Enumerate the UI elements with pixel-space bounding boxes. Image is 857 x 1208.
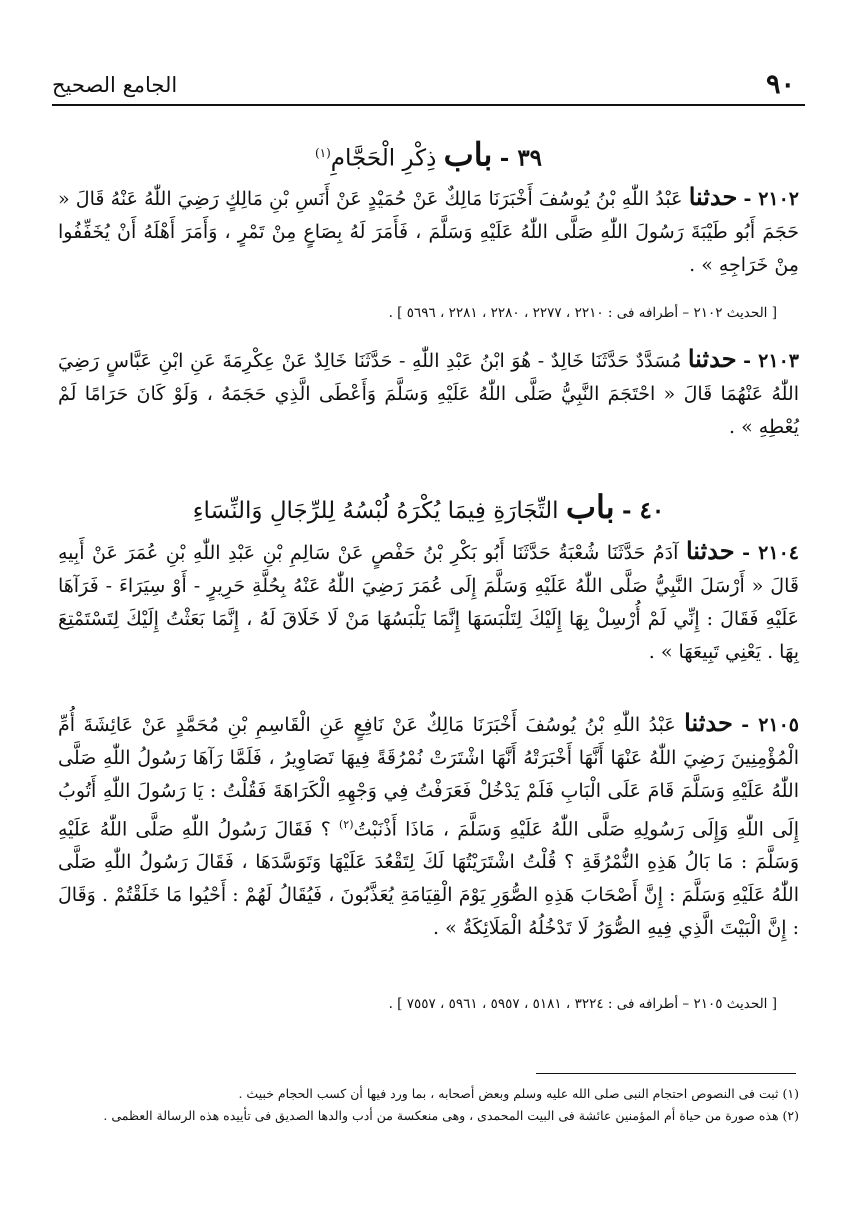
chapter-39-heading	[60, 136, 797, 176]
hadith-number: ٢١٠٥ -	[741, 714, 800, 736]
footnotes	[58, 1083, 799, 1127]
chapter-number: ٤٠ -	[621, 497, 665, 524]
bab-label: باب	[565, 488, 615, 526]
hadith-text: آدَمُ حَدَّثَنَا شُعْبَةُ حَدَّثَنَا أَبُو بَكْرِ بْنُ حَفْصٍ عَنْ سَالِمِ بْنِ عَبْدِ اللّٰهِ بْنِ عُمَرَ عَنْ أَبِيهِ قَالَ « أَرْسَلَ النَّبِيُّ صَلَّى اللّٰهُ عَلَيْهِ وَسَلَّمَ إِلَى عُمَرَ رَضِيَ اللّٰهُ عَنْهُ بِحُلَّةِ حَرِيرٍ - أَوْ سِيَرَاءَ - فَرَآهَا عَلَيْهِ فَقَالَ : إِنِّي لَمْ أُرْسِلْ بِهَا إِلَيْكَ لِتَلْبَسَهَا إِنَّمَا يَلْبَسُهَا مَنْ لَا خَلَاقَ لَهُ ، إِنَّمَا بَعَثْتُ إِلَيْكَ لِتَسْتَمْتِعَ بِهَا . يَعْنِي تَبِيعَهَا » .	[58, 542, 799, 663]
haddathana-label: حدثنا	[684, 708, 733, 737]
footnote-marker: (١)	[314, 146, 331, 160]
hadith-number: ٢١٠٢ -	[743, 188, 800, 210]
hadith-number: ٢١٠٤ -	[742, 542, 799, 564]
chapter-title: التِّجَارَةِ فِيمَا يُكْرَهُ لُبْسُهُ لِلرِّجَالِ وَالنِّسَاءِ	[192, 498, 559, 524]
haddathana-label: حدثنا	[687, 344, 737, 373]
footnote-rule	[536, 1073, 796, 1074]
page-number: ٩٠	[765, 69, 795, 100]
haddathana-label: حدثنا	[685, 536, 735, 565]
header-rule	[52, 104, 805, 106]
haddathana-label: حدثنا	[688, 182, 738, 211]
chapter-title: ذِكْرِ الْحَجَّامِ	[330, 145, 437, 172]
hadith-text: عَبْدُ اللّٰهِ بْنُ يُوسُفَ أَخْبَرَنَا مَالِكٌ عَنْ نَافِعٍ عَنِ الْقَاسِمِ بْنِ مُحَمَّدٍ عَنْ عَائِشَةَ أُمِّ الْمُؤْمِنِينَ رَضِيَ اللّٰهُ عَنْهَا أَنَّهَا أَخْبَرَتْهُ أَنَّهَا اشْتَرَتْ نُمْرُقَةً فِيهَا تَصَاوِيرُ ، فَلَمَّا رَآهَا رَسُولُ اللّٰهِ صَلَّى اللّٰهُ عَلَيْهِ وَسَلَّمَ قَامَ عَلَى الْبَابِ فَلَمْ يَدْخُلْ فَعَرَفْتُ فِي وَجْهِهِ الْكَرَاهَةَ فَقُلْتُ : يَا رَسُولَ اللّٰهِ أَتُوبُ إِلَى اللّٰهِ وَإِلَى رَسُولِهِ صَلَّى اللّٰهُ عَلَيْهِ وَسَلَّمَ ، مَاذَا أَذْنَبْتُ	[58, 714, 799, 841]
hadith-2103	[58, 342, 799, 444]
hadith-2102-references: [ الحديث ٢١٠٢ – أطرافه فى : ٢٢١٠ ، ٢٢٧٧ ، ٢٢٨٠ ، ٢٢٨١ ، ٥٦٩٦ ] .	[388, 305, 777, 321]
running-header	[52, 66, 795, 100]
hadith-text-continued: ؟ فَقَالَ رَسُولُ اللّٰهِ صَلَّى اللّٰهُ عَلَيْهِ وَسَلَّمَ : مَا بَالُ هَذِهِ النُّمْرُقَةِ ؟ قُلْتُ اشْتَرَيْتُهَا لَكَ لِتَقْعُدَ عَلَيْهَا وَتَوَسَّدَهَا ، فَقَالَ رَسُولُ اللّٰهِ صَلَّى اللّٰهُ عَلَيْهِ وَسَلَّمَ : إِنَّ أَصْحَابَ هَذِهِ الصُّوَرِ يَوْمَ الْقِيَامَةِ يُعَذَّبُونَ ، فَيُقَالُ لَهُمْ : أَحْيُوا مَا خَلَقْتُمْ . وَقَالَ : إِنَّ الْبَيْتَ الَّذِي فِيهِ الصُّوَرُ لَا تَدْخُلُهُ الْمَلَائِكَةُ » .	[58, 818, 799, 940]
hadith-2105	[58, 706, 799, 945]
running-title: الجامع الصحيح	[52, 73, 178, 97]
hadith-2102	[58, 180, 799, 282]
hadith-text: مُسَدَّدٌ حَدَّثَنَا خَالِدٌ - هُوَ ابْنُ عَبْدِ اللّٰهِ - حَدَّثَنَا خَالِدٌ عَنْ عِكْرِمَةَ عَنِ ابْنِ عَبَّاسٍ رَضِيَ اللّٰهُ عَنْهُمَا قَالَ « احْتَجَمَ النَّبِيُّ صَلَّى اللّٰهُ عَلَيْهِ وَسَلَّمَ وَأَعْطَى الَّذِي حَجَمَهُ ، وَلَوْ كَانَ حَرَامًا لَمْ يُعْطِهِ » .	[58, 350, 799, 438]
footnote-2: (٢) هذه صورة من حياة أم المؤمنين عائشة فى البيت المحمدى ، وهى منعكسة من أدب والدها الصديق فى تأييده هذه الرسالة العظمى .	[103, 1108, 799, 1123]
hadith-2104	[58, 534, 799, 669]
chapter-number: ٣٩ -	[499, 144, 543, 172]
footnote-marker: (٢)	[339, 818, 354, 831]
hadith-2105-references: [ الحديث ٢١٠٥ – أطرافه فى : ٣٢٢٤ ، ٥١٨١ ، ٥٩٥٧ ، ٥٩٦١ ، ٧٥٥٧ ] .	[388, 996, 777, 1012]
footnote-1: (١) ثبت فى النصوص احتجام النبى صلى الله عليه وسلم وبعض أصحابه ، بما ورد فيها أن كسب الحجام خبيث .	[238, 1086, 799, 1101]
hadith-text: عَبْدُ اللّٰهِ بْنُ يُوسُفَ أَخْبَرَنَا مَالِكٌ عَنْ حُمَيْدٍ عَنْ أَنَسِ بْنِ مَالِكٍ رَضِيَ اللّٰهُ عَنْهُ قَالَ « حَجَمَ أَبُو طَيْبَةَ رَسُولَ اللّٰهِ صَلَّى اللّٰهُ عَلَيْهِ وَسَلَّمَ ، فَأَمَرَ لَهُ بِصَاعٍ مِنْ تَمْرٍ ، وَأَمَرَ أَهْلَهُ أَنْ يُخَفِّفُوا مِنْ خَرَاجِهِ » .	[58, 188, 799, 276]
hadith-number: ٢١٠٣ -	[743, 350, 799, 372]
chapter-40-heading	[60, 490, 797, 528]
bab-label: باب	[443, 135, 493, 174]
